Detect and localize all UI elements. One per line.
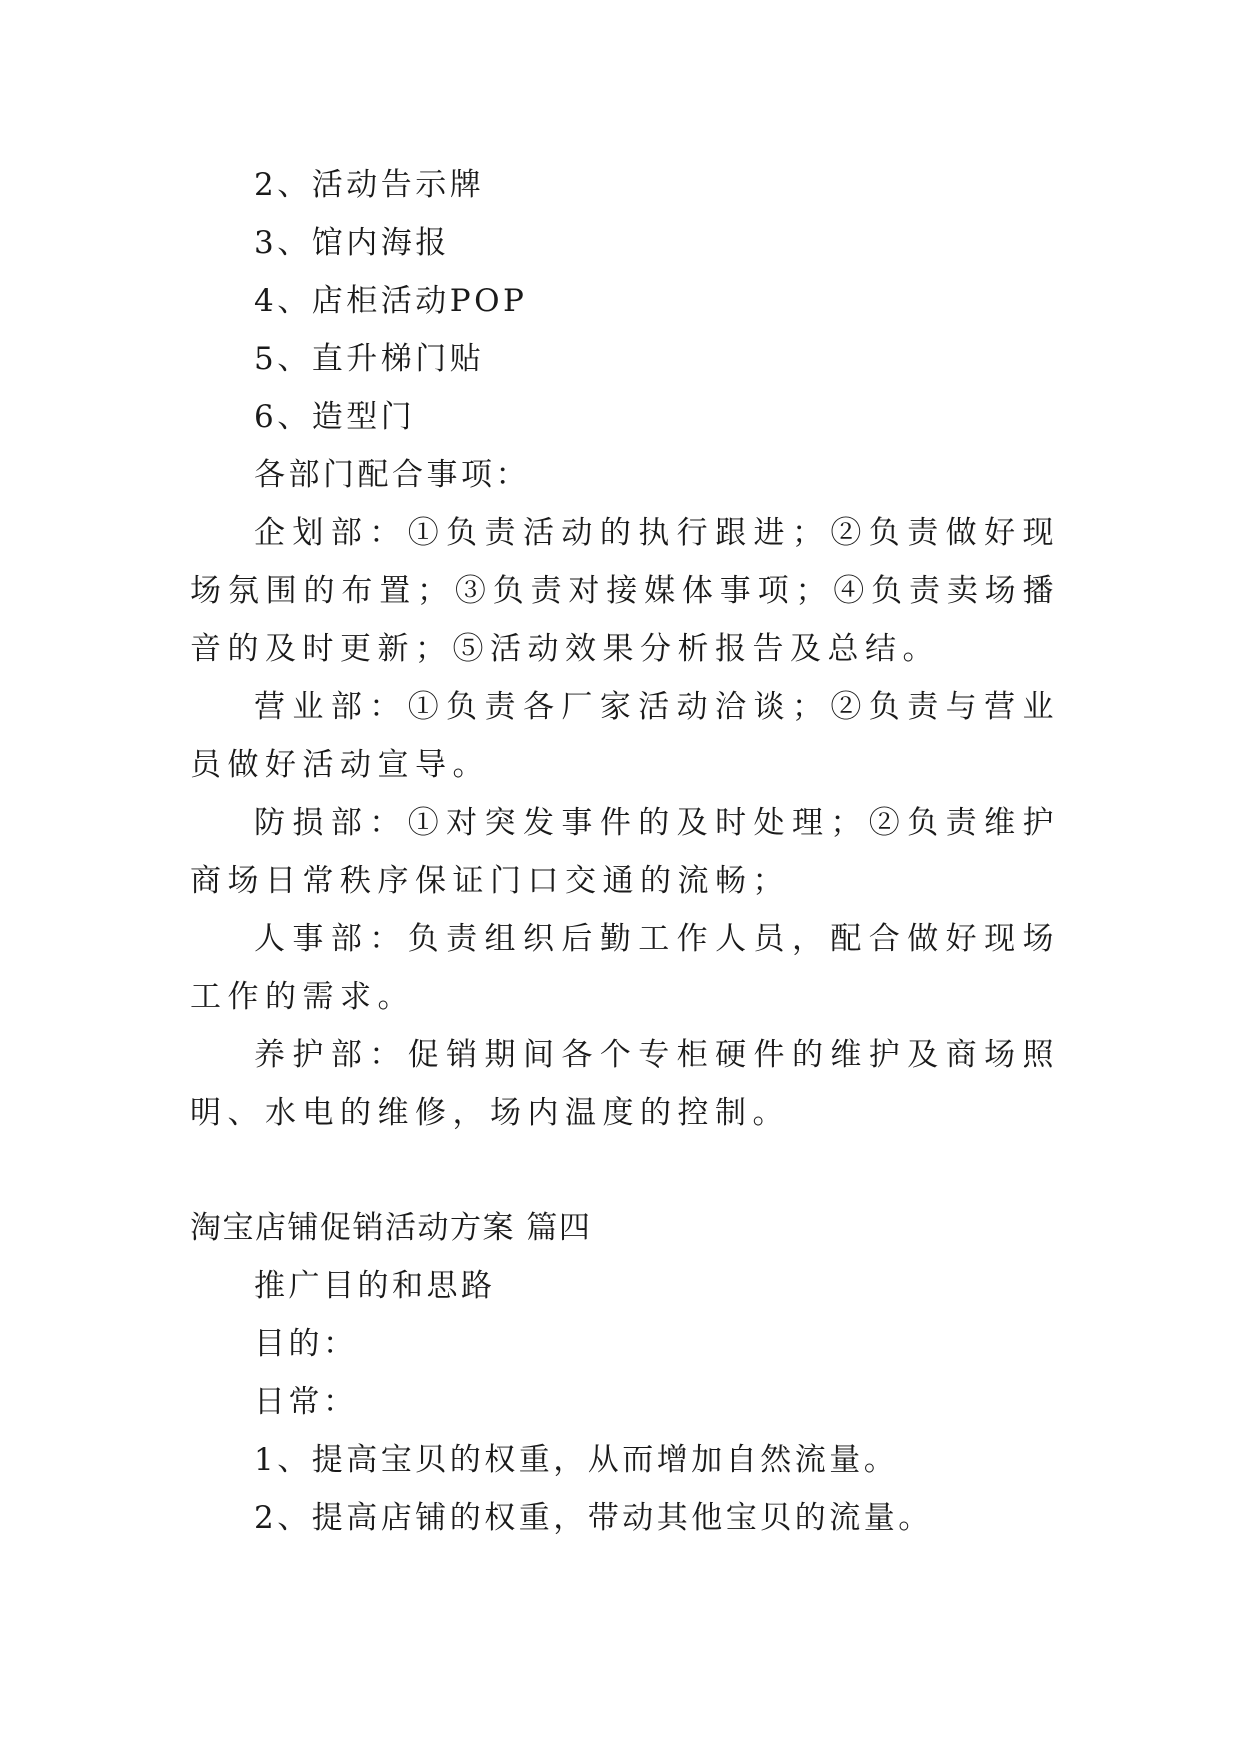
paragraph-hr-dept: 人事部：负责组织后勤工作人员，配合做好现场工作的需求。	[190, 921, 1060, 1015]
department-intro: 各部门配合事项：	[254, 457, 530, 493]
list-item-notice-board: 2、活动告示牌	[254, 167, 485, 203]
list-item-store-weight: 2、提高店铺的权重，带动其他宝贝的流量。	[254, 1500, 933, 1536]
list-item-item-weight: 1、提高宝贝的权重，从而增加自然流量。	[254, 1442, 899, 1478]
list-item-shaped-door: 6、造型门	[254, 399, 416, 435]
section-heading: 淘宝店铺促销活动方案 篇四	[190, 1210, 592, 1246]
paragraph-loss-prevention-dept: 防损部：①对突发事件的及时处理；②负责维护商场日常秩序保证门口交通的流畅；	[190, 805, 1060, 899]
daily-label: 日常：	[254, 1384, 358, 1420]
list-item-counter-pop: 4、店柜活动POP	[254, 283, 528, 319]
paragraph-maintenance-dept: 养护部：促销期间各个专柜硬件的维护及商场照明、水电的维修，场内温度的控制。	[190, 1037, 1060, 1131]
promotion-purpose-heading: 推广目的和思路	[254, 1268, 496, 1304]
purpose-label: 目的：	[254, 1326, 358, 1362]
paragraph-sales-dept: 营业部：①负责各厂家活动洽谈；②负责与营业员做好活动宣导。	[190, 689, 1060, 783]
list-item-hall-poster: 3、馆内海报	[254, 225, 450, 261]
paragraph-planning-dept: 企划部：①负责活动的执行跟进；②负责做好现场氛围的布置；③负责对接媒体事项；④负责卖场播音的及时更新；⑤活动效果分析报告及总结。	[190, 515, 1060, 667]
list-item-elevator-sticker: 5、直升梯门贴	[254, 341, 485, 377]
